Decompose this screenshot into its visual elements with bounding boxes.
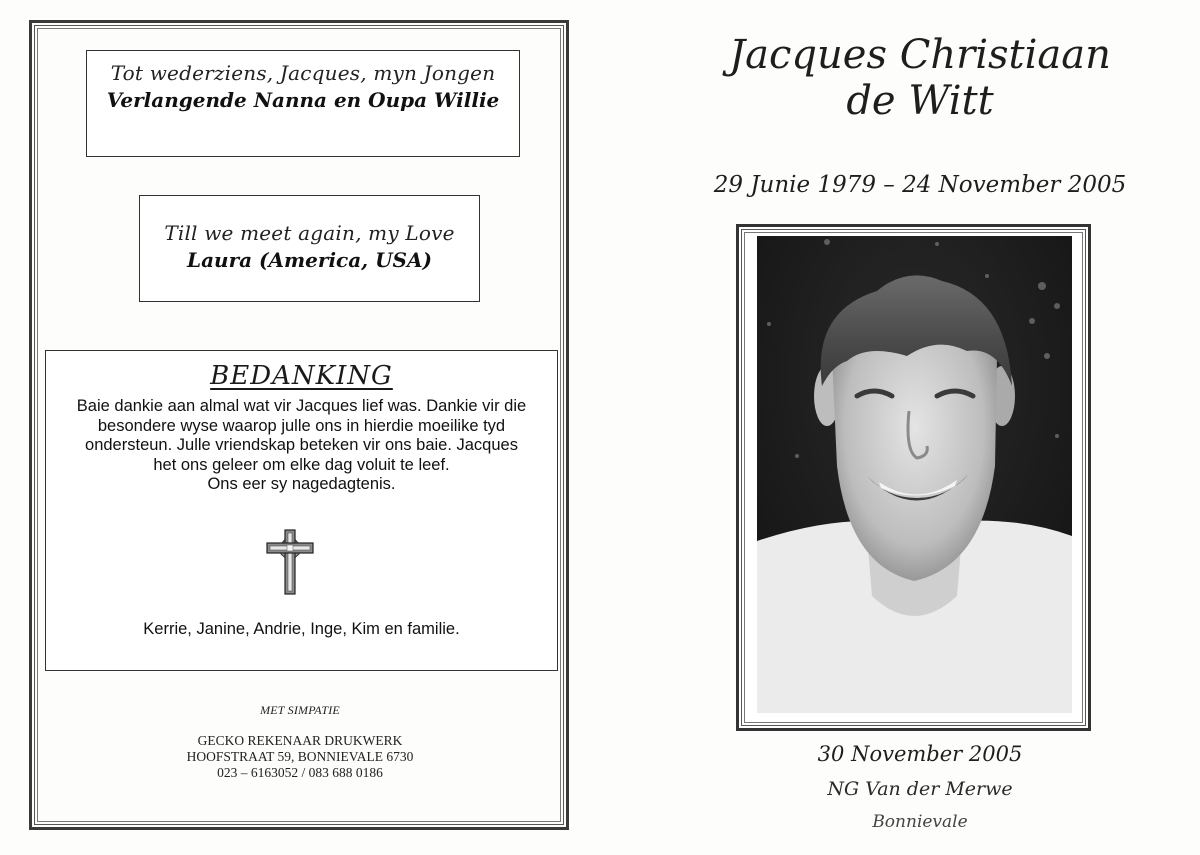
service-date: 30 November 2005 (817, 742, 1023, 766)
life-dates: 29 Junie 1979 – 24 November 2005 (713, 172, 1127, 198)
deceased-name-line1: Jacques Christiaan (729, 32, 1111, 78)
cross-icon (265, 528, 315, 596)
printer-phone: 023 – 6163052 / 083 688 0186 (217, 765, 383, 780)
portrait-photo (757, 236, 1072, 713)
printer-address: HOOFSTRAAT 59, BONNIEVALE 6730 (186, 749, 414, 764)
met-simpatie-header: MET SIMPATIE (260, 703, 340, 717)
nanna-oupa-line2: Verlangende Nanna en Oupa Willie (106, 88, 500, 112)
service-church: NG Van der Merwe (827, 778, 1013, 800)
laura-line1: Till we meet again, my Love (164, 221, 455, 245)
laura-message-box (139, 195, 480, 302)
deceased-name-line2: de Witt (846, 78, 994, 124)
service-town: Bonnievale (872, 812, 968, 832)
laura-line2: Laura (America, USA) (187, 248, 432, 272)
family-signoff: Kerrie, Janine, Andrie, Inge, Kim en familie. (143, 620, 460, 638)
nanna-oupa-message-box (86, 50, 520, 157)
bedanking-title: BEDANKING (210, 361, 393, 391)
printer-name: GECKO REKENAAR DRUKWERK (197, 733, 403, 748)
nanna-oupa-line1: Tot wederziens, Jacques, myn Jongen (110, 61, 496, 85)
printer-details (30, 733, 570, 781)
deceased-name (680, 32, 1160, 124)
bedanking-body: Baie dankie aan almal wat vir Jacques lief was. Dankie vir die besondere wyse waarop julle ons in hierdie moeilike tyd ondersteun. Julle vriendskap beteken vir ons baie. Jacques het ons geleer om elke dag voluit te leef. Ons eer sy nagedagtenis. (76, 397, 527, 493)
